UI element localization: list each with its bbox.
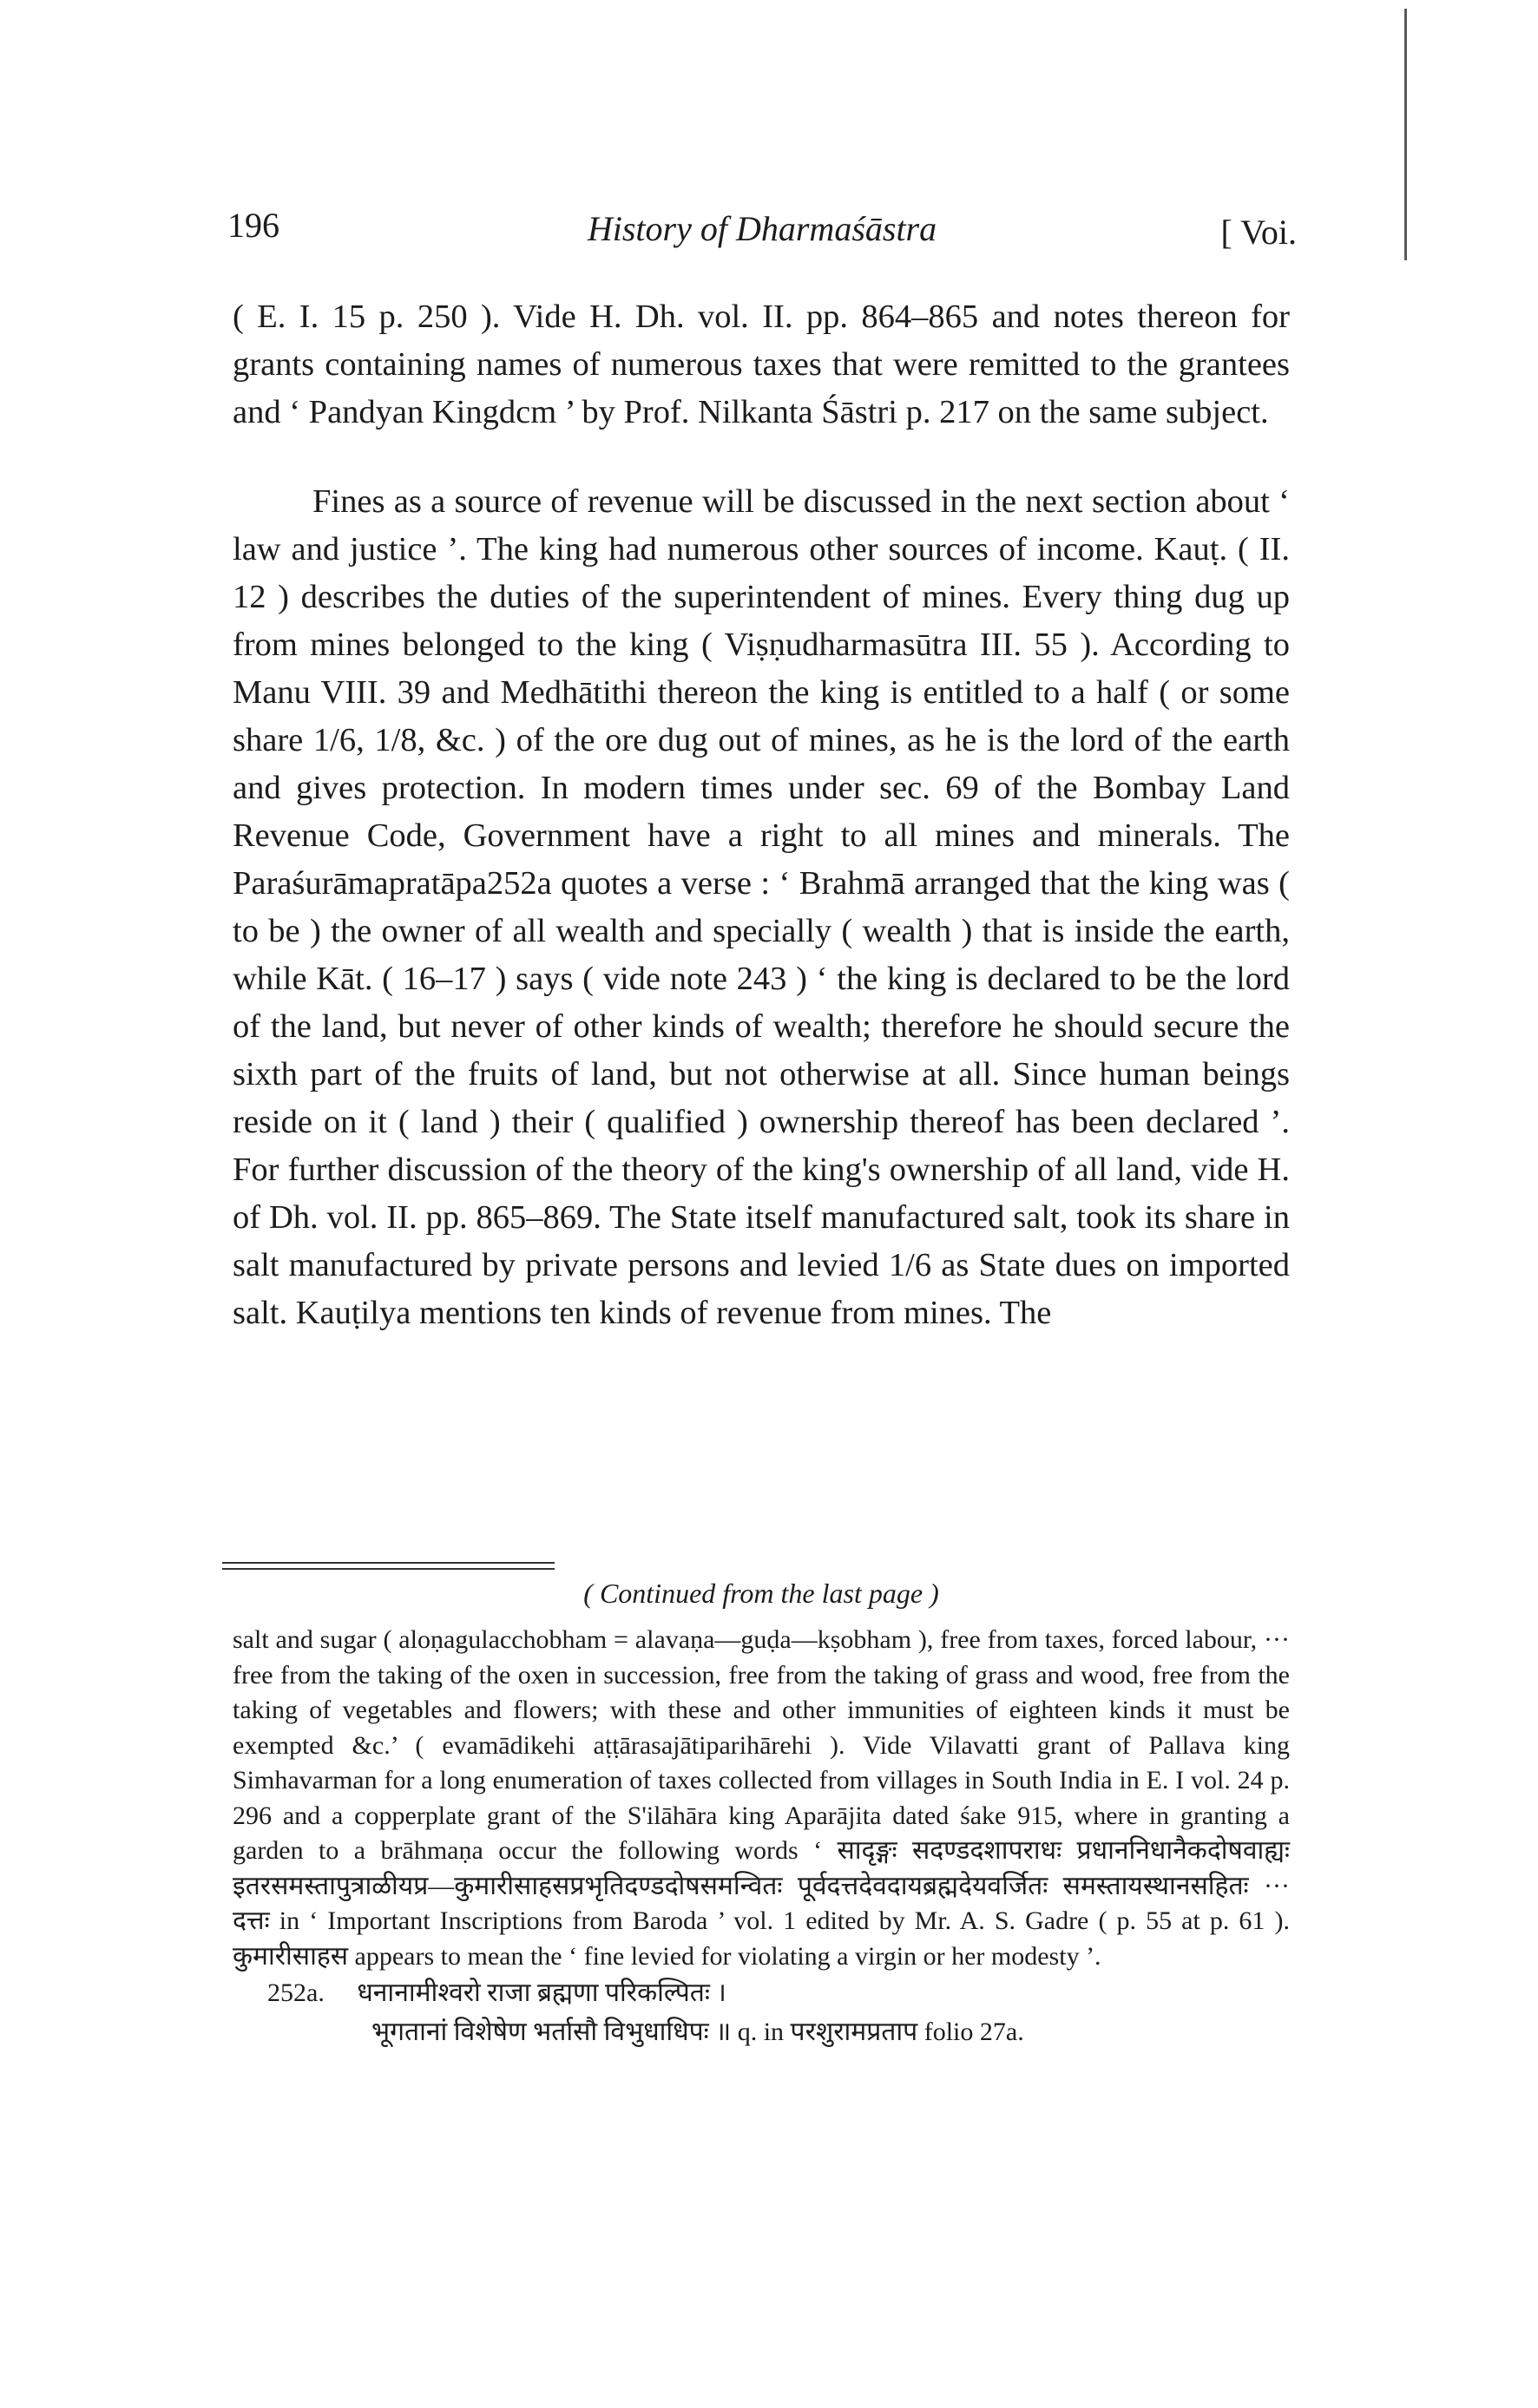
footnotes — [233, 1623, 1290, 2050]
sanskrit-verse-line: भूगतानां विशेषेण भर्तासौ विभुधाधिपः ॥ q. in परशुरामप्रताप folio 27a. — [371, 2017, 1024, 2046]
continued-label: ( Continued from the last page ) — [583, 1578, 939, 1609]
paragraph: Fines as a source of revenue will be discussed in the next section about ‘ law and justice ’. The king had numerous other sources of income. Kauṭ. ( II. 12 ) describes the duties of the superintendent of mines. Every thing dug up from mines belonged to the king ( Viṣṇudharmasūtra III. 55 ). According to Manu VIII. 39 and Medhātithi thereon the king is entitled to a half ( or some share 1/6, 1/8, &c. ) of the ore dug out of mines, as he is the lord of the earth and gives protection. In modern times under sec. 69 of the Bombay Land Revenue Code, Government have a right to all mines and minerals. The Paraśurāmapratāpa252a quotes a verse : ‘ Brahmā arranged that the king was ( to be ) the owner of all wealth and specially ( wealth ) that is inside the earth, while Kāt. ( 16–17 ) says ( vide note 243 ) ‘ the king is declared to be the lord of the land, but never of other kinds of wealth; therefore he should secure the sixth part of the fruits of land, but not otherwise at all. Since human beings reside on it ( land ) their ( qualified ) ownership thereof has been declared ’. For further discussion of the theory of the king's ownership of all land, vide H. of Dh. vol. II. pp. 865–869. The State itself manufactured salt, took its share in salt manufactured by private persons and levied 1/6 as State dues on imported salt. Kauṭilya mentions ten kinds of revenue from mines. The — [233, 483, 1290, 1331]
footnote-separator — [222, 1562, 555, 1570]
running-header — [227, 205, 1297, 266]
volume-marker: [ Voi. — [1220, 213, 1297, 252]
footnote-252a — [233, 1976, 1290, 2011]
page-number: 196 — [227, 206, 279, 245]
paragraph: ( E. I. 15 p. 250 ). Vide H. Dh. vol. II. pp. 864–865 and notes thereon for grants containing names of numerous taxes that were remitted to the grantees and ‘ Pandyan Kingdcm ’ by Prof. Nilkanta Śāstri p. 217 on the same subject. — [233, 299, 1290, 430]
footnote-continued-text: salt and sugar ( aloṇagulacchobham = alavaṇa—guḍa—kṣobham ), free from taxes, forced labour, ··· free from the taking of the oxen in succession, free from the taking of grass and wood, free from the taking of vegetables and flowers; with these and other immunities of eighteen kinds it must be exempted &c.’ ( evamādikehi aṭṭārasajātiparihārehi ). Vide Vilavatti grant of Pallava king Simhavarman for a long enumeration of taxes collected from villages in South India in E. I vol. 24 p. 296 and a copperplate grant of the S'ilāhāra king Aparājita dated śake 915, where in granting a garden to a brāhmaṇa occur the following words ‘ सादृङ्गः सदण्डदशापराधः प्रधाननिधानैकदोषवाह्यः इतरसमस्तापुत्राळीयप्र—कुमारीसाहसप्रभृतिदण्डदोषसमन्वितः पूर्वदत्तदेवदायब्रह्मदेयवर्जितः समस्तायस्थानसहितः ··· दत्तः in ‘ Important Inscriptions from Baroda ’ vol. 1 edited by Mr. A. S. Gadre ( p. 55 at p. 61 ). कुमारीसाहस appears to mean the ‘ fine levied for violating a virgin or her modesty ’. — [233, 1625, 1290, 1971]
footnote-label: 252a. — [267, 1978, 325, 2007]
sanskrit-verse-line: धनानामीश्वरो राजा ब्रह्मणा परिकल्पितः । — [357, 1978, 726, 2007]
page-edge-line — [1404, 9, 1407, 260]
main-text — [233, 293, 1290, 1337]
running-title: History of Dharmaśāstra — [587, 209, 937, 248]
